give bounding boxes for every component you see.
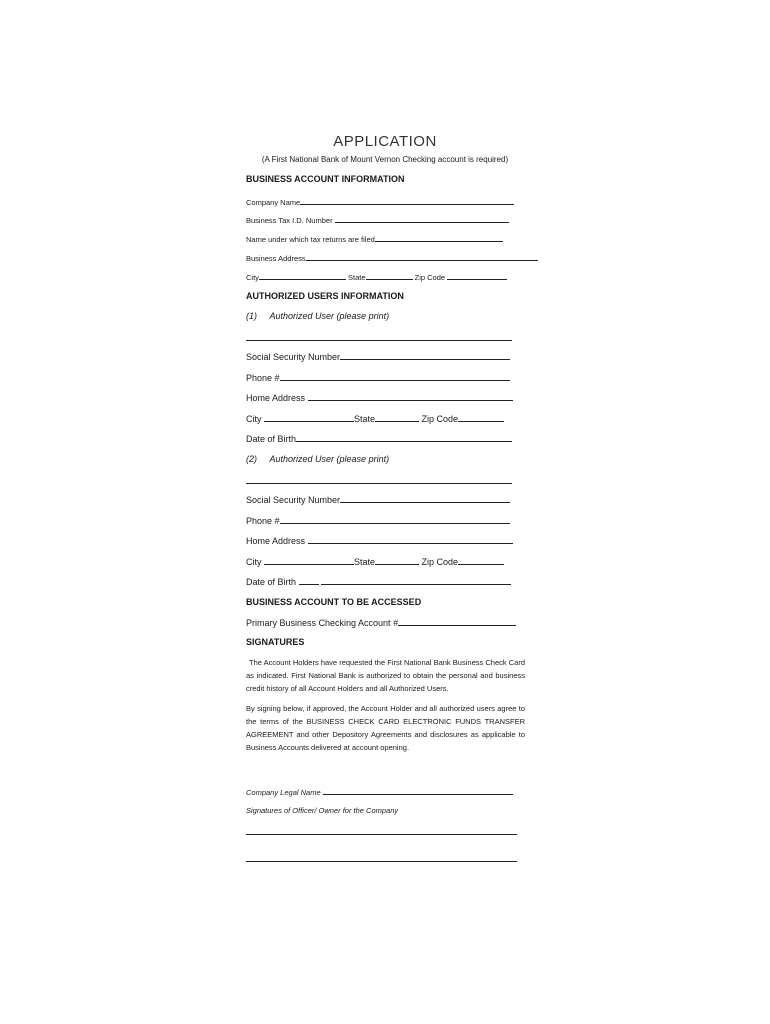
user2-label: Authorized User (please print) bbox=[269, 454, 390, 464]
user2-city-row bbox=[246, 556, 504, 567]
user2-ssn-row bbox=[246, 494, 510, 505]
user2-phone-row bbox=[246, 515, 510, 526]
user2-dob-row bbox=[246, 576, 511, 587]
company-name-label: Company Name bbox=[246, 198, 301, 207]
signatures-paragraph-1: The Account Holders have requested the First National Bank Business Check Card as indicated. First National Bank is authorized to obtain the personal and business credit history of all Account Holders and all Authorized Users. bbox=[246, 658, 525, 693]
tax-name-field[interactable] bbox=[375, 233, 503, 242]
officer-signature-line-1[interactable] bbox=[246, 834, 517, 835]
signatures-paragraph-2: By signing below, if approved, the Account Holder and all authorized users agree to the terms of the BUSINESS CHECK CARD ELECTRONIC FUNDS TRANSFER AGREEMENT and other Depository Agreements and disclosures as applicable to Business Accounts delivered at account opening. bbox=[246, 704, 525, 752]
user2-home-field[interactable] bbox=[308, 535, 513, 544]
user2-ssn-label: Social Security Number bbox=[246, 495, 341, 505]
user1-city-label: City bbox=[246, 414, 262, 424]
user1-phone-label: Phone # bbox=[246, 373, 280, 383]
user2-home-label: Home Address bbox=[246, 536, 306, 546]
user2-home-row bbox=[246, 535, 513, 546]
user1-number: (1) bbox=[246, 311, 257, 321]
user1-zip-field[interactable] bbox=[458, 413, 504, 422]
user2-header bbox=[246, 454, 389, 464]
business-city-row bbox=[246, 271, 507, 282]
user2-zip-label: Zip Code bbox=[421, 557, 459, 567]
primary-account-field[interactable] bbox=[398, 617, 516, 626]
user1-header bbox=[246, 311, 389, 321]
user1-zip-label: Zip Code bbox=[421, 414, 459, 424]
user2-zip-field[interactable] bbox=[458, 556, 504, 565]
tax-name-row bbox=[246, 233, 503, 244]
user1-dob-row bbox=[246, 433, 512, 444]
accessed-section-heading: BUSINESS ACCOUNT TO BE ACCESSED bbox=[246, 597, 422, 607]
business-city-field[interactable] bbox=[259, 271, 346, 280]
user1-home-row bbox=[246, 392, 513, 403]
primary-account-label: Primary Business Checking Account # bbox=[246, 618, 399, 628]
user2-city-field[interactable] bbox=[264, 556, 354, 565]
legal-name-label: Company Legal Name bbox=[246, 788, 321, 797]
business-address-label: Business Address bbox=[246, 254, 306, 263]
user1-state-field[interactable] bbox=[375, 413, 419, 422]
business-state-field[interactable] bbox=[366, 271, 413, 280]
user1-dob-field[interactable] bbox=[296, 433, 512, 442]
user1-city-field[interactable] bbox=[264, 413, 354, 422]
officer-signature-line-2[interactable] bbox=[246, 861, 517, 862]
users-section-heading: AUTHORIZED USERS INFORMATION bbox=[246, 291, 404, 301]
user1-label: Authorized User (please print) bbox=[269, 311, 390, 321]
tax-name-label: Name under which tax returns are filed bbox=[246, 235, 375, 244]
user2-city-label: City bbox=[246, 557, 262, 567]
business-address-row bbox=[246, 252, 538, 263]
business-address-field[interactable] bbox=[306, 252, 538, 261]
officer-signature-label: Signatures of Officer/ Owner for the Company bbox=[246, 806, 399, 815]
primary-account-row bbox=[246, 617, 516, 628]
user2-ssn-field[interactable] bbox=[340, 494, 510, 503]
user1-ssn-row bbox=[246, 351, 510, 362]
page-title: APPLICATION bbox=[333, 133, 437, 150]
user2-state-field[interactable] bbox=[375, 556, 419, 565]
user2-phone-field[interactable] bbox=[280, 515, 510, 524]
business-zip-label: Zip Code bbox=[414, 273, 446, 282]
user1-phone-field[interactable] bbox=[280, 372, 510, 381]
user1-phone-row bbox=[246, 372, 510, 383]
legal-name-field[interactable] bbox=[323, 786, 513, 795]
user1-city-row bbox=[246, 413, 504, 424]
user2-dob-field[interactable] bbox=[321, 576, 511, 585]
user2-dob-field-short[interactable] bbox=[299, 576, 319, 585]
user1-ssn-field[interactable] bbox=[340, 351, 510, 360]
user1-ssn-label: Social Security Number bbox=[246, 352, 341, 362]
user1-home-field[interactable] bbox=[308, 392, 513, 401]
page-subtitle: (A First National Bank of Mount Vernon Checking account is required) bbox=[261, 155, 509, 164]
legal-name-row bbox=[246, 786, 513, 797]
tax-id-row bbox=[246, 214, 509, 225]
user2-dob-label: Date of Birth bbox=[246, 577, 297, 587]
business-section-heading: BUSINESS ACCOUNT INFORMATION bbox=[246, 174, 405, 184]
user1-state-label: State bbox=[354, 414, 376, 424]
user1-dob-label: Date of Birth bbox=[246, 434, 297, 444]
signatures-heading: SIGNATURES bbox=[246, 637, 305, 647]
business-city-label: City bbox=[246, 273, 259, 282]
business-state-label: State bbox=[348, 273, 366, 282]
company-name-row bbox=[246, 196, 514, 207]
business-zip-field[interactable] bbox=[447, 271, 507, 280]
user2-name-field[interactable] bbox=[246, 483, 512, 484]
company-name-field[interactable] bbox=[300, 196, 514, 205]
user1-name-field[interactable] bbox=[246, 340, 512, 341]
tax-id-label: Business Tax I.D. Number bbox=[246, 216, 333, 225]
user2-phone-label: Phone # bbox=[246, 516, 280, 526]
user2-number: (2) bbox=[246, 454, 257, 464]
user1-home-label: Home Address bbox=[246, 393, 306, 403]
user2-state-label: State bbox=[354, 557, 376, 567]
tax-id-field[interactable] bbox=[335, 214, 509, 223]
